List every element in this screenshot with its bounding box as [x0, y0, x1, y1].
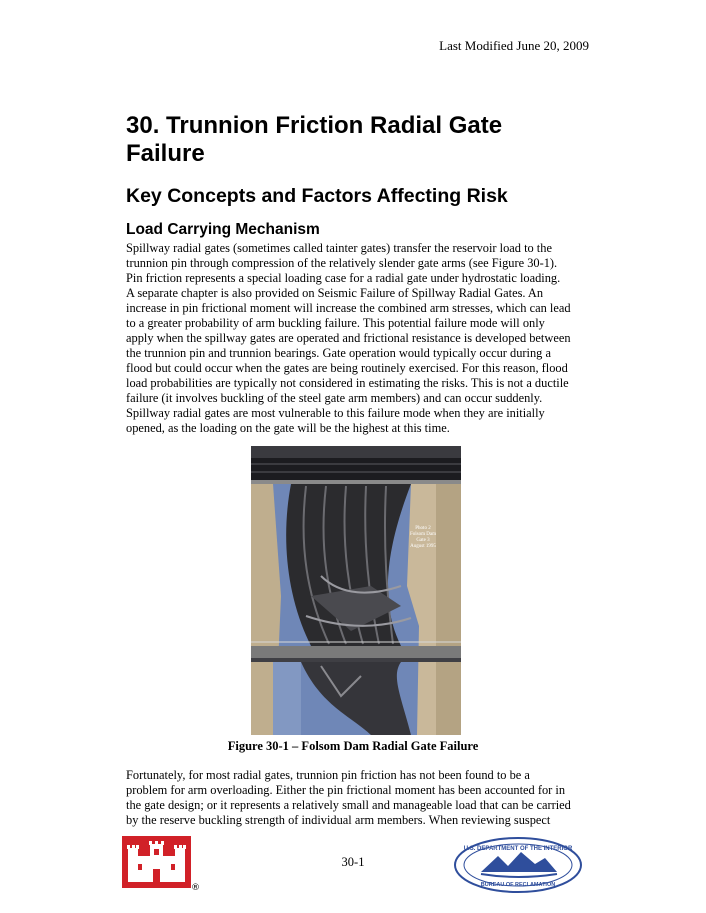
chapter-title-line1: 30. Trunnion Friction Radial Gate	[126, 112, 503, 139]
p1-line: failure (it involves buckling of the steel gate arm members) and can occur suddenly.	[126, 391, 543, 405]
last-modified-date: Last Modified June 20, 2009	[439, 38, 589, 53]
folsom-dam-gate-photo	[251, 446, 461, 735]
p1-line: increase in pin frictional moment will increase the combined arm stresses, which can lead	[126, 301, 571, 315]
photo-label-line: Folsom Dam	[410, 532, 436, 537]
p2-line: by the reserve buckling strength of individual arm members. When reviewing suspect	[126, 813, 551, 827]
p2-line: problem for arm overloading. Either the pin frictional moment has been accounted for in	[126, 783, 566, 797]
subsection-heading: Load Carrying Mechanism	[126, 221, 320, 238]
p1-line: Spillway radial gates (sometimes called tainter gates) transfer the reservoir load to the	[126, 241, 552, 255]
photo-label	[406, 526, 440, 550]
body-paragraph-2	[126, 768, 588, 828]
chapter-title	[126, 112, 596, 168]
p1-line: the trunnion pin and trunnion bearings. Gate operation would typically occur during a	[126, 346, 551, 360]
reclamation-seal-icon	[453, 836, 583, 894]
p1-line: flood but could occur when the gates are being routinely exercised. For this reason, flood	[126, 361, 568, 375]
p1-line: Spillway radial gates are most vulnerable to this failure mode when they are initially	[126, 406, 545, 420]
p1-line: load probabilities are typically not considered in estimating the risks. This is not a ductile	[126, 376, 569, 390]
bureau-of-reclamation-seal	[453, 836, 583, 894]
chapter-title-line2: Failure	[126, 140, 205, 167]
body-paragraph-1	[126, 241, 588, 436]
p2-line: Fortunately, for most radial gates, trunnion pin friction has not been found to be a	[126, 768, 530, 782]
seal-bottom-text: BUREAU OF RECLAMATION	[480, 882, 556, 888]
p2-line: the gate design; or it represents a relatively small and manageable load that can be carried	[126, 798, 571, 812]
p1-line: Pin friction represents a special loading case for a radial gate under hydrostatic loading.	[126, 271, 561, 285]
figure-caption: Figure 30-1 – Folsom Dam Radial Gate Failure	[227, 739, 479, 753]
seal-top-text: U.S. DEPARTMENT OF THE INTERIOR	[463, 846, 573, 852]
p1-line: to a greater probability of arm buckling failure. This potential failure mode will only	[126, 316, 545, 330]
p1-line: opened, as the loading on the gate will be the highest at this time.	[126, 421, 450, 435]
p1-line: apply when the spillway gates are operated and frictional resistance is developed between	[126, 331, 571, 345]
p1-line: trunnion pin through compression of the relatively slender gate arms (see Figure 30-1).	[126, 256, 558, 270]
photo-label-line: August 1995	[410, 544, 436, 549]
photo-label-line: Gate 3	[416, 538, 430, 543]
gate-failure-illustration	[251, 446, 461, 735]
p1-line: A separate chapter is also provided on Seismic Failure of Spillway Radial Gates. An	[126, 286, 544, 300]
section-heading: Key Concepts and Factors Affecting Risk	[126, 185, 508, 207]
photo-label-line: Photo 2	[415, 526, 431, 531]
page-number: 30-1	[341, 855, 365, 869]
registered-mark: ®	[191, 883, 200, 893]
